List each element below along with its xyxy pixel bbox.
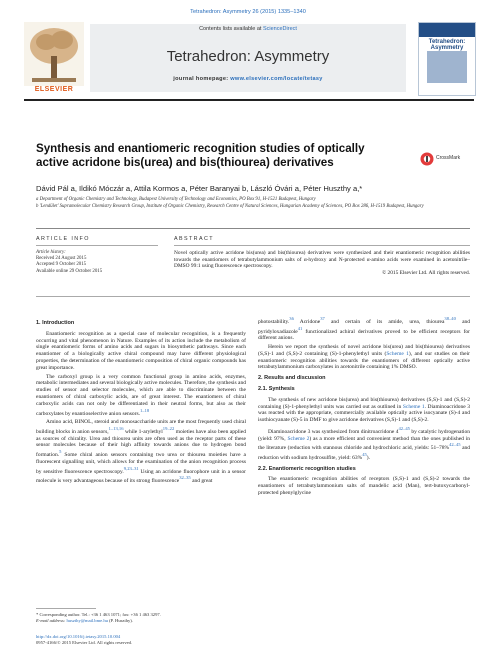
abstract-bottom-rule (36, 296, 470, 297)
contents-line (90, 26, 406, 32)
corresponding-footnote (36, 612, 246, 624)
r3-e: ). (366, 454, 370, 461)
p3-text-b: while 1-arylethyl (124, 428, 163, 435)
r3-a: Diaminoacridone 3 was synthesized from dinitroacridone 4 (268, 428, 399, 435)
r0-e: functionalized achiral derivatives proved to be efficient receptors for different anions. (258, 328, 470, 342)
email-label: E-mail address: (36, 617, 66, 623)
doi-link[interactable]: http://dx.doi.org/10.1016/j.tetasy.2015.10.004 (36, 634, 121, 639)
header-divider (24, 99, 474, 101)
ref-link[interactable]: 45 (362, 452, 367, 458)
crossmark-label: CrossMark (436, 155, 461, 161)
doi-block (36, 634, 256, 646)
journal-title: Tetrahedron: Asymmetry (166, 48, 330, 65)
abstract-copyright: © 2015 Elsevier Ltd. All rights reserved. (382, 269, 470, 276)
r0-b: Acridone (299, 318, 321, 325)
section-introduction-heading: 1. Introduction (36, 320, 75, 326)
subsection-recognition-heading: 2.2. Enantiomeric recognition studies (258, 465, 356, 472)
elsevier-tree-logo (24, 22, 84, 86)
affiliation-divider (36, 228, 470, 229)
sciencedirect-link[interactable]: ScienceDirect (262, 26, 297, 32)
homepage-url[interactable]: www.elsevier.com/locate/tetasy (230, 76, 323, 82)
ref-link[interactable]: 5 (59, 449, 62, 455)
article-title: Synthesis and enantiomeric recognition studies of optically active acridone bis(urea) and bis(thiourea) derivatives (36, 142, 365, 169)
p2-text: The carboxyl group is a very common functional group in amino acids, enzymes, metabolic intermediates and several biologically active molecules. Therefore, the synthesis and studies of sensor and selector molecules, which are able to discriminate between the enantiomers of chiral carboxylic acids, are of great interest. The enantiomers of chiral carboxylic acids can not only be differentiated in their neutral forms, but also as their carboxylates by enantioselective anion sensors. (36, 373, 246, 417)
intro-paragraph-3 (36, 419, 246, 485)
abstract-text: Novel optically active acridone bis(urea) and bis(thiourea) derivatives were synthesized and their enantiomeric recognition abilities towards the enantiomers of tetrabutylammonium salts of α-hydroxy and N-protected α-amino acids were examined in acetonitrile–DMSO 99:1 using fluorescence spectroscopy. (174, 250, 470, 270)
r2-b: . Diaminoacridone 3 was reacted with the appropriate, commercially available optically active isocyanate (S)-4 and isothiocyanate (S)-5 in DMF to give acridone derivatives (S,S)-1 and (S,S)-2. (258, 403, 471, 424)
r1-a: Herein we report the synthesis of novel acridone bis(urea) and bis(thiourea) derivatives (S,S)-1 and (S,S)-2 containing (S)-1-phenylethyl units ( (258, 344, 470, 357)
info-rule (36, 245, 158, 246)
footnote-rule (36, 608, 96, 609)
issn-line: 0957-4166/© 2015 Elsevier Ltd. All rights reserved. (36, 639, 133, 645)
right-paragraph-1 (258, 344, 470, 371)
r2-a: The synthesis of new acridone bis(urea) and bis(thiourea) derivatives (S,S)-1 and (S,S)-2 containing (S)-1-phenylethyl units was carried out as outlined in (258, 396, 470, 410)
affiliation-b: b 'Lendület' Supramolecular Chemistry Research Group, Institute of Organic Chemistry, Research Centre of Natural Sciences, Hungarian Academy of Sciences, PO Box 286, H-1519 Budapest, Hungary (36, 204, 424, 209)
ref-link[interactable]: 37 (320, 316, 325, 321)
right-paragraph-4: The enantiomeric recognition abilities of receptors (S,S)-1 and (S,S)-2 towards the enantiomers of tetrabutylammonium salts of mandelic acid (Man), tert-butoxycarbonyl-protected phenylglycine (258, 476, 470, 497)
abstract-rule (174, 245, 470, 246)
ref-link[interactable]: 19–22 (162, 425, 175, 431)
crossmark-badge[interactable] (420, 150, 470, 170)
scheme-link[interactable]: Scheme 1 (402, 403, 425, 410)
r3-b: by catalytic hydrogenation (yield: 97%, (258, 428, 471, 442)
r0-d: and pyridyloxadiazole (258, 318, 471, 335)
p3-text-d: Some chiral anion sensors containing two urea or thiourea moieties have a fluorescent signalling unit, which allows for the examination of the anion recognition process by sensitive fluorescence spectroscopy. (36, 452, 246, 475)
online-date: Available online 29 October 2015 (36, 268, 103, 274)
elsevier-wordmark: ELSEVIER (34, 86, 74, 93)
r1-b: ), and our studies on their enantiomeric recognition abilities towards the enantiomers of different optically active tetrabutylammonium carboxylates in acetonitrile containing 1% DMSO. (258, 350, 470, 371)
footnote-author: (P. Huszthy). (109, 617, 133, 623)
p3-text-f: and great (192, 478, 213, 485)
right-paragraph-3 (258, 426, 470, 462)
scheme-link[interactable]: Scheme 2 (287, 435, 310, 442)
ref-link[interactable]: 42–45 (449, 442, 461, 448)
crossmark-icon (420, 152, 434, 166)
journal-citation[interactable]: Tetrahedron: Asymmetry 26 (2015) 1335–1340 (190, 9, 306, 15)
r0-a: photostability. (258, 318, 290, 325)
received-date: Received 24 August 2015 (36, 256, 87, 262)
section-results-heading: 2. Results and discussion (258, 375, 326, 382)
abstract-body (174, 250, 470, 276)
ref-link[interactable]: 9,23–31 (123, 465, 139, 471)
author-list: Dávid Pál a, Ildikó Móczár a, Attila Kormos a, Péter Baranyai b, László Óvári a, Péter Huszthy a,* (36, 184, 363, 193)
cover-header-band (419, 23, 475, 37)
ref-link[interactable]: 38–40 (444, 316, 456, 321)
left-column (36, 316, 246, 487)
history-label: Article history: (36, 250, 66, 255)
intro-paragraph-1: Enantiomeric recognition as a special case of molecular recognition, is a frequently occurring and vital phenomenon in Nature. Examples of its action include the metabolism of single enantiomeric forms of amino acids and sugars in biosynthetic pathways. Since each enantiomer of a biologically active chiral compound may have different physiological properties, the determination of the enantiomeric composition of chiral organic compounds has great importance. (36, 330, 246, 371)
r0-c: and certain of its amide, urea, thiourea (330, 318, 445, 325)
r3-d: and reduction with sodium hydrosulfite, yield: 63% (258, 445, 471, 461)
accepted-date: Accepted 9 October 2015 (36, 262, 87, 268)
cover-image (427, 51, 467, 83)
ref-link[interactable]: 41 (297, 325, 303, 331)
scheme-link[interactable]: Scheme 1 (386, 350, 409, 357)
p3-text-c: moieties have also been applied as sources of chirality. Urea and thiourea units are often used as the receptor parts of these sensor molecules because of their high affinity towards anions due to hydrogen bond formation. (36, 428, 246, 459)
contents-prefix: Contents lists available at (199, 26, 262, 32)
abstract-header: ABSTRACT (174, 236, 214, 242)
right-paragraph-0 (258, 316, 470, 342)
homepage-prefix: journal homepage: (173, 76, 229, 82)
article-info-header: ARTICLE INFO (36, 236, 90, 242)
r3-c: ) as a more efficient and convenient method than the ones published in the literature (reduction with stannous chloride and hydrochloric acid, yields: 51–78% (258, 435, 470, 452)
p3-text-a: Amino acid, BINOL, steroid and monosaccharide units are the most frequently used chiral building blocks in anion sensors, (36, 419, 246, 435)
right-column (258, 316, 470, 499)
cover-title: Tetrahedron: Asymmetry (428, 39, 466, 51)
p3-text-e: Using an acridone fluorophore unit in a sensor molecule is very advantageous because of its strong fluorescence (36, 468, 246, 485)
ref-link[interactable]: 1–18 (140, 407, 150, 413)
journal-homepage (90, 76, 406, 82)
ref-link[interactable]: 42–45 (398, 426, 410, 432)
ref-link[interactable]: 32–35 (179, 475, 191, 481)
right-paragraph-2 (258, 397, 470, 424)
footnote-contact: * Corresponding author. Tel.: +36 1 463 1071; fax: +36 1 463 3297. (36, 612, 161, 617)
ref-link[interactable]: 1–13,16 (108, 425, 124, 431)
article-history (36, 250, 156, 275)
journal-cover-thumbnail[interactable] (418, 22, 476, 96)
subsection-synthesis-heading: 2.1. Synthesis (258, 386, 295, 393)
footnote-email-line (36, 618, 246, 624)
ref-link[interactable]: 36 (289, 316, 294, 321)
email-link[interactable]: huszthy@mail.bme.hu (66, 617, 108, 623)
intro-paragraph-2 (36, 374, 246, 418)
affiliation-a: a Department of Organic Chemistry and Technology, Budapest University of Technology and Economics, PO Box 91, H-1521 Budapest, Hungary (36, 197, 316, 202)
